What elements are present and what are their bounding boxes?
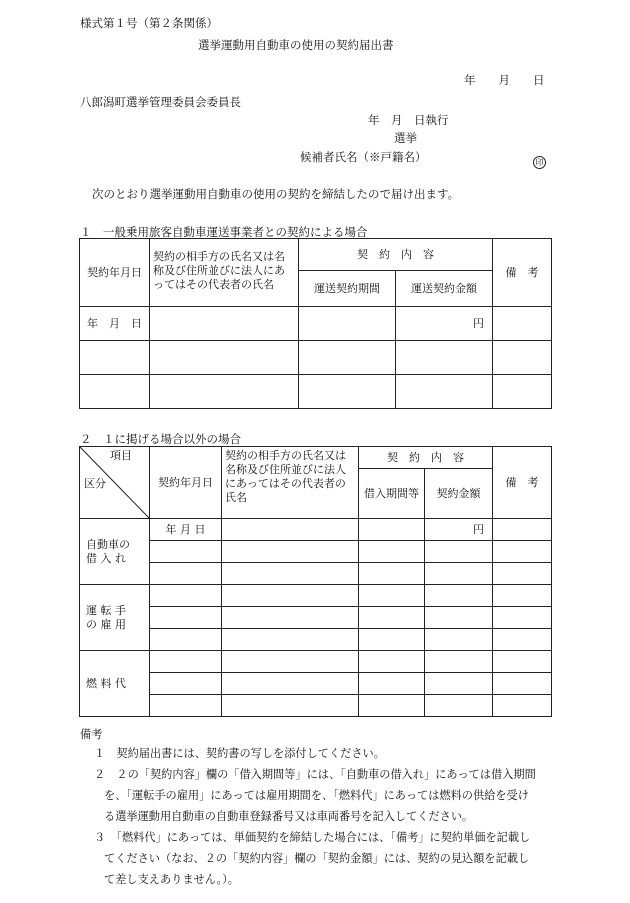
s2-header-date: 契約年月日: [150, 447, 222, 519]
s1-row1-party[interactable]: [150, 307, 299, 341]
s1-header-period: 運送契約期間: [299, 271, 396, 307]
note-2-line1: ２ ２の「契約内容」欄の「借入期間等」には、「自動車の借入れ」にあっては借入期間: [94, 768, 536, 781]
s2-row-remarks[interactable]: [493, 519, 552, 541]
s2-cell[interactable]: [493, 629, 552, 651]
s2-cell[interactable]: [150, 673, 222, 695]
s1-row3-party[interactable]: [150, 375, 299, 409]
notes-heading: 備考: [80, 728, 103, 741]
s1-header-party: 契約の相手方の氏名又は名称及び住所並びに法人にあってはその代表者の氏名: [150, 239, 299, 307]
s1-header-date: 契約年月日: [80, 239, 150, 307]
s2-header-party: 契約の相手方の氏名又は名称及び住所並びに法人にあってはその代表者の氏名: [222, 447, 359, 519]
s2-cell[interactable]: [493, 651, 552, 673]
table-row: [80, 307, 552, 341]
s1-row3-date[interactable]: [80, 375, 150, 409]
s2-cell[interactable]: [425, 695, 493, 717]
s1-row3-amount[interactable]: [396, 375, 493, 409]
s2-diag-bottom: 区分: [84, 477, 106, 490]
s1-row2-amount[interactable]: [396, 341, 493, 375]
s1-row1-period[interactable]: [299, 307, 396, 341]
s2-row-party[interactable]: [222, 519, 359, 541]
s2-row-period[interactable]: [359, 519, 425, 541]
s2-cell[interactable]: [150, 541, 222, 563]
s2-cell[interactable]: [359, 629, 425, 651]
s2-header-amount: 契約金額: [425, 469, 493, 519]
s2-cell[interactable]: [359, 695, 425, 717]
s2-cat-vehicle-rental: 自動車の 借 入 れ: [80, 519, 150, 585]
election-date: 年 月 日執行: [368, 113, 449, 127]
s2-header-remarks: 備 考: [493, 447, 552, 519]
section2-table: [79, 446, 552, 717]
s2-cell[interactable]: [150, 695, 222, 717]
s2-cell[interactable]: [359, 651, 425, 673]
form-title: 選挙運動用自動車の使用の契約届出書: [198, 38, 394, 52]
table-row: [80, 673, 552, 695]
s2-cell[interactable]: [493, 541, 552, 563]
s2-header-diagonal: [80, 447, 150, 519]
s2-cell[interactable]: [222, 695, 359, 717]
table-row: [80, 651, 552, 673]
s2-cell[interactable]: [493, 585, 552, 607]
s2-cell[interactable]: [359, 585, 425, 607]
s2-cell[interactable]: [425, 607, 493, 629]
section1-heading: １ 一般乗用旅客自動車運送事業者との契約による場合: [80, 225, 368, 239]
table-row: [80, 519, 552, 541]
s2-cell[interactable]: [425, 541, 493, 563]
table-row: [80, 695, 552, 717]
addressee: 八郎潟町選挙管理委員会委員長: [80, 95, 241, 109]
s2-cell[interactable]: [150, 629, 222, 651]
s2-cell[interactable]: [150, 585, 222, 607]
s2-cell[interactable]: [359, 541, 425, 563]
s2-cell[interactable]: [493, 563, 552, 585]
table-row: [80, 585, 552, 607]
s2-cell[interactable]: [150, 651, 222, 673]
s2-cell[interactable]: [150, 607, 222, 629]
table-row: [80, 607, 552, 629]
note-2-line3: る選挙運動用自動車の自動車登録番号又は車両番号を記入してください。: [104, 810, 474, 823]
section1-table: [79, 238, 552, 409]
s1-row3-remarks[interactable]: [493, 375, 552, 409]
election-label: 選挙: [394, 131, 417, 145]
s2-row-date[interactable]: 年 月 日: [150, 519, 222, 541]
s2-cat-driver-hire: 運 転 手 の 雇 用: [80, 585, 150, 651]
section2-heading: ２ １に掲げる場合以外の場合: [80, 432, 241, 446]
s1-header-remarks: 備 考: [493, 239, 552, 307]
s1-row2-period[interactable]: [299, 341, 396, 375]
s2-row-amount[interactable]: 円: [425, 519, 493, 541]
s1-header-contract: 契 約 内 容: [299, 239, 493, 271]
s2-cell[interactable]: [493, 607, 552, 629]
s2-cell[interactable]: [493, 695, 552, 717]
s2-header-contract: 契 約 内 容: [359, 447, 493, 469]
s1-row2-remarks[interactable]: [493, 341, 552, 375]
s2-cell[interactable]: [222, 563, 359, 585]
s2-cell[interactable]: [222, 585, 359, 607]
s1-row1-remarks[interactable]: [493, 307, 552, 341]
s2-cell[interactable]: [359, 607, 425, 629]
candidate-name-label: 候補者氏名（※戸籍名）: [300, 150, 427, 164]
note-3-line2: てください（なお、２の「契約内容」欄の「契約金額」には、契約の見込額を記載し: [104, 852, 530, 865]
submission-date: 年 月 日: [464, 73, 545, 87]
table-row: [80, 375, 552, 409]
note-3-line3: て差し支えありません。）。: [104, 873, 239, 886]
table-row: [80, 629, 552, 651]
s1-row2-party[interactable]: [150, 341, 299, 375]
table-row: [80, 341, 552, 375]
s2-cell[interactable]: [222, 607, 359, 629]
s2-cell[interactable]: [425, 585, 493, 607]
s2-cell[interactable]: [359, 673, 425, 695]
s2-cell[interactable]: [222, 629, 359, 651]
s1-row2-date[interactable]: [80, 341, 150, 375]
s2-cell[interactable]: [150, 563, 222, 585]
table-row: [80, 541, 552, 563]
s2-cell[interactable]: [425, 673, 493, 695]
s2-cell[interactable]: [425, 629, 493, 651]
s2-header-period: 借入期間等: [359, 469, 425, 519]
note-2-line2: を、「運転手の雇用」にあっては雇用期間を、「燃料代」にあっては燃料の供給を受け: [104, 789, 529, 802]
note-3-line1: ３ 「燃料代」にあっては、単価契約を締結した場合には、「備考」に契約単価を記載し: [94, 831, 531, 844]
intro-text: 次のとおり選挙運動用自動車の使用の契約を締結したので届け出ます。: [92, 187, 460, 201]
s2-cell[interactable]: [425, 651, 493, 673]
form-number: 様式第１号（第２条関係）: [80, 16, 218, 30]
s2-cell[interactable]: [222, 673, 359, 695]
note-1: １ 契約届出書には、契約書の写しを添付してください。: [94, 747, 385, 760]
s2-cell[interactable]: [222, 541, 359, 563]
s2-diag-top: 項目: [110, 449, 132, 462]
s2-cell[interactable]: [359, 563, 425, 585]
s1-row3-period[interactable]: [299, 375, 396, 409]
s1-row1-amount[interactable]: 円: [396, 307, 493, 341]
seal-mark-icon: 印: [533, 150, 546, 169]
s2-cell[interactable]: [493, 673, 552, 695]
s2-cell[interactable]: [425, 563, 493, 585]
s2-cat-fuel: 燃 料 代: [80, 651, 150, 717]
s1-row1-date[interactable]: 年 月 日: [80, 307, 150, 341]
s1-header-amount: 運送契約金額: [396, 271, 493, 307]
s2-cell[interactable]: [222, 651, 359, 673]
table-row: [80, 563, 552, 585]
